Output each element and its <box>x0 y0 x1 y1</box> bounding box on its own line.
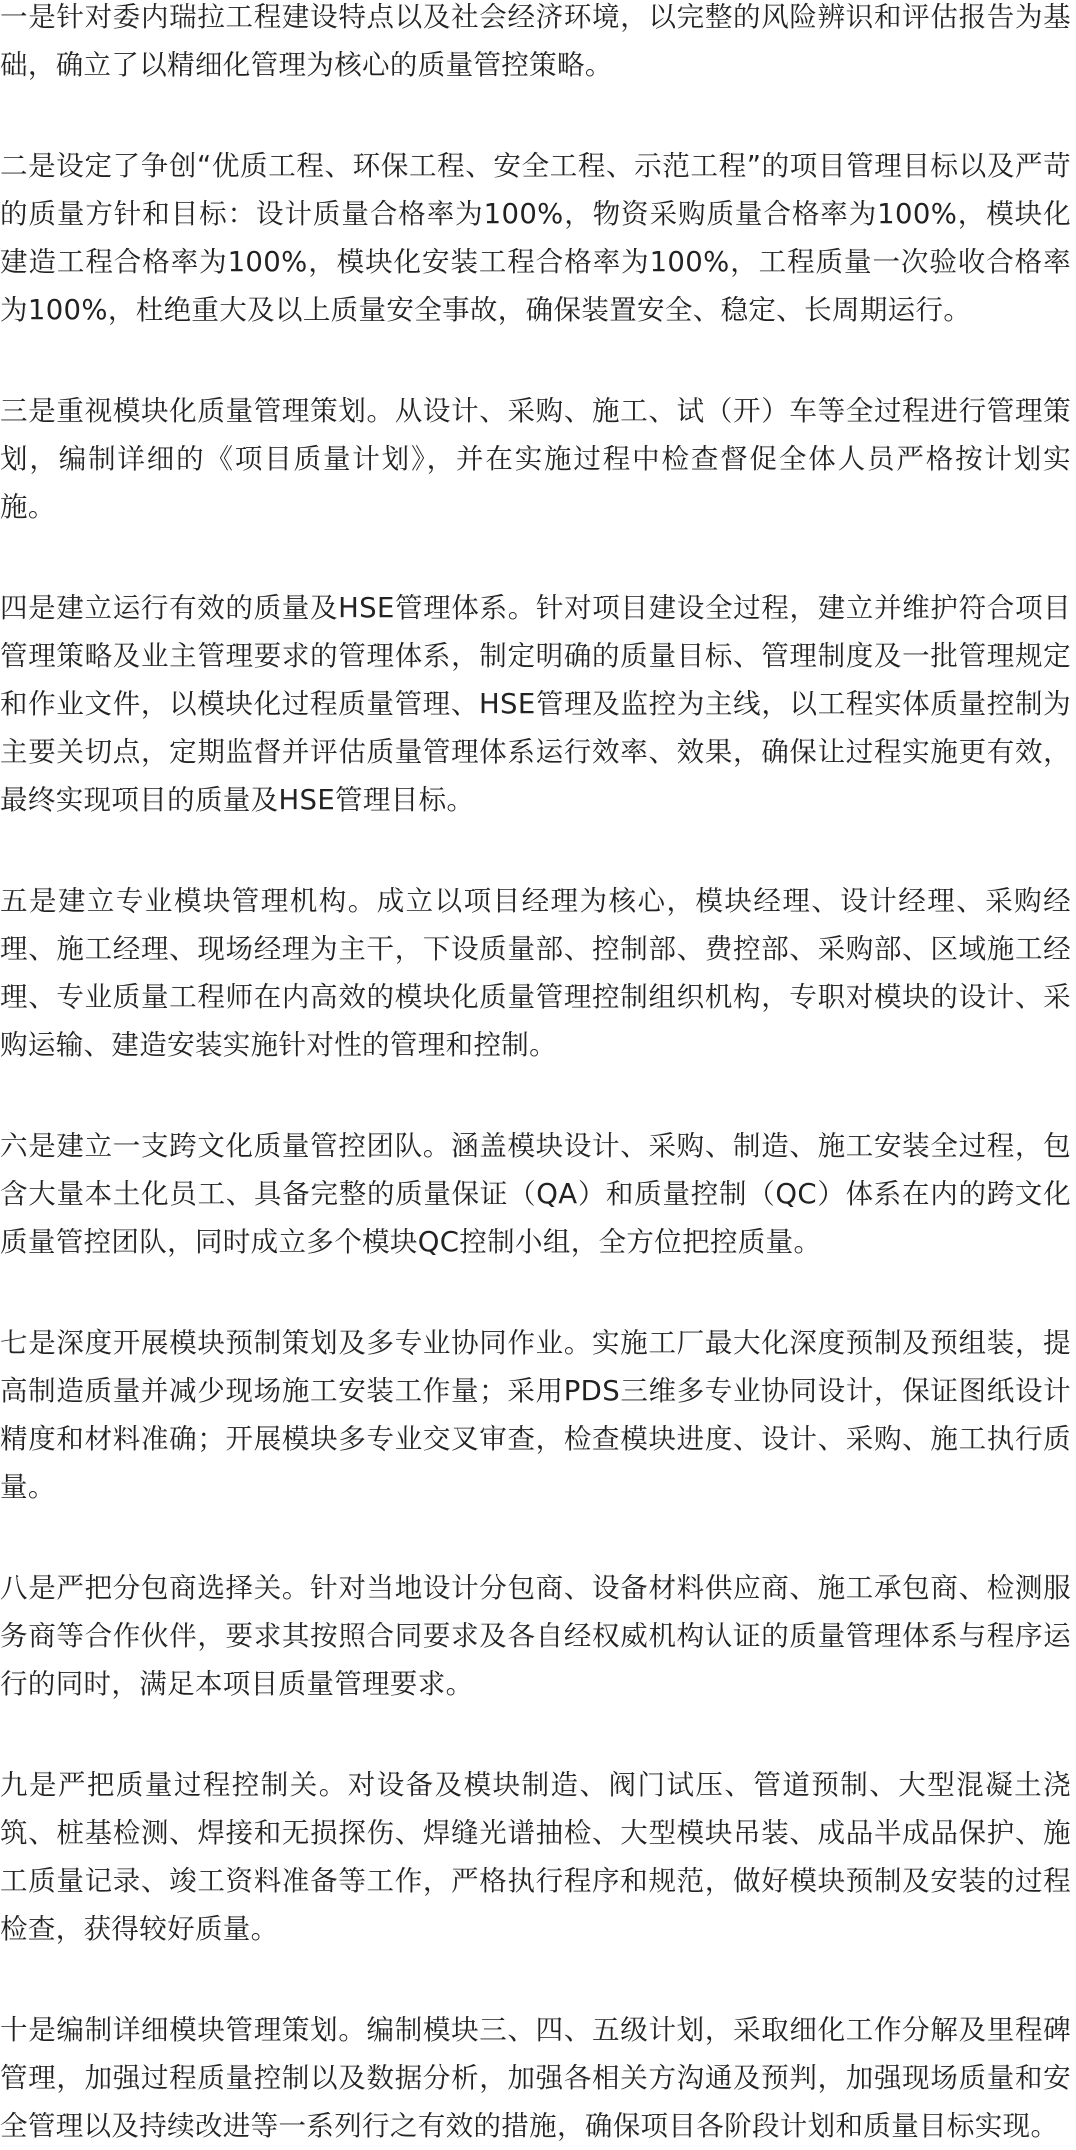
paragraph-6: 六是建立一支跨文化质量管控团队。涵盖模块设计、采购、制造、施工安装全过程，包含大量本土化员工、具备完整的质量保证（QA）和质量控制（QC）体系在内的跨文化质量管控团队，同时成立多个模块QC控制小组，全方位把控质量。 <box>0 1130 1071 1258</box>
paragraph-3: 三是重视模块化质量管理策划。从设计、采购、施工、试（开）车等全过程进行管理策划，编制详细的《项目质量计划》，并在实施过程中检查督促全体人员严格按计划实施。 <box>0 395 1071 523</box>
paragraph-5: 五是建立专业模块管理机构。成立以项目经理为核心，模块经理、设计经理、采购经理、施工经理、现场经理为主干，下设质量部、控制部、费控部、采购部、区域施工经理、专业质量工程师在内高效的模块化质量管理控制组织机构，专职对模块的设计、采购运输、建造安装实施针对性的管理和控制。 <box>0 885 1071 1061</box>
paragraph-2: 二是设定了争创“优质工程、环保工程、安全工程、示范工程”的项目管理目标以及严苛的质量方针和目标：设计质量合格率为100%，物资采购质量合格率为100%，模块化建造工程合格率为100%，模块化安装工程合格率为100%，工程质量一次验收合格率为100%，杜绝重大及以上质量安全事故，确保装置安全、稳定、长周期运行。 <box>0 150 1071 326</box>
paragraph-8: 八是严把分包商选择关。针对当地设计分包商、设备材料供应商、施工承包商、检测服务商等合作伙伴，要求其按照合同要求及各自经权威机构认证的质量管理体系与程序运行的同时，满足本项目质量管理要求。 <box>0 1572 1071 1700</box>
paragraph-10: 十是编制详细模块管理策划。编制模块三、四、五级计划，采取细化工作分解及里程碑管理，加强过程质量控制以及数据分析，加强各相关方沟通及预判，加强现场质量和安全管理以及持续改进等一系列行之有效的措施，确保项目各阶段计划和质量目标实现。 <box>0 2014 1071 2142</box>
paragraph-4: 四是建立运行有效的质量及HSE管理体系。针对项目建设全过程，建立并维护符合项目管理策略及业主管理要求的管理体系，制定明确的质量目标、管理制度及一批管理规定和作业文件，以模块化过程质量管理、HSE管理及监控为主线，以工程实体质量控制为主要关切点，定期监督并评估质量管理体系运行效率、效果，确保让过程实施更有效，最终实现项目的质量及HSE管理目标。 <box>0 592 1071 816</box>
paragraph-7: 七是深度开展模块预制策划及多专业协同作业。实施工厂最大化深度预制及预组装，提高制造质量并减少现场施工安装工作量；采用PDS三维多专业协同设计，保证图纸设计精度和材料准确；开展模块多专业交叉审查，检查模块进度、设计、采购、施工执行质量。 <box>0 1327 1071 1503</box>
paragraph-1: 一是针对委内瑞拉工程建设特点以及社会经济环境，以完整的风险辨识和评估报告为基础，确立了以精细化管理为核心的质量管控策略。 <box>0 1 1071 81</box>
paragraph-9: 九是严把质量过程控制关。对设备及模块制造、阀门试压、管道预制、大型混凝土浇筑、桩基检测、焊接和无损探伤、焊缝光谱抽检、大型模块吊装、成品半成品保护、施工质量记录、竣工资料准备等工作，严格执行程序和规范，做好模块预制及安装的过程检查，获得较好质量。 <box>0 1769 1071 1945</box>
